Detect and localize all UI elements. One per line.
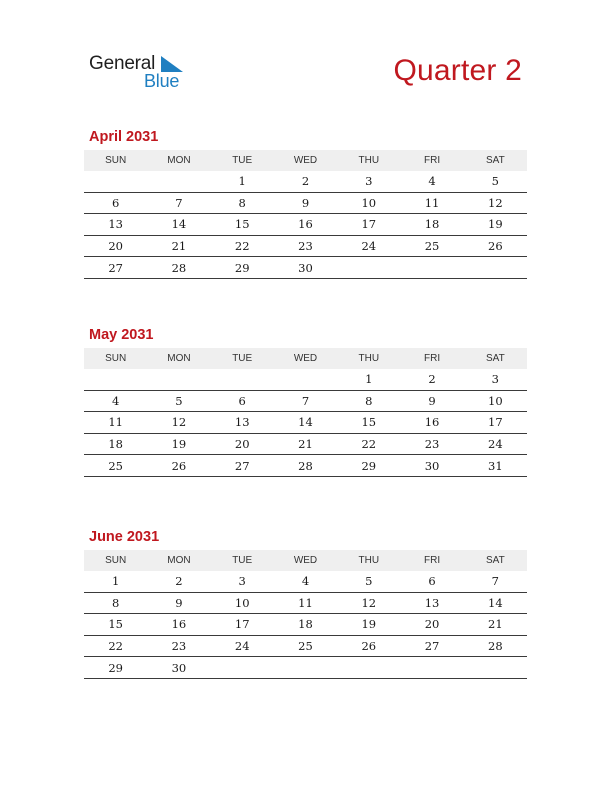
day-cell: 6 bbox=[84, 192, 147, 214]
day-cell: 15 bbox=[84, 614, 147, 636]
logo-text-general: General bbox=[89, 53, 156, 74]
day-cell: 16 bbox=[147, 614, 210, 636]
day-cell: 24 bbox=[211, 635, 274, 657]
week-row bbox=[84, 214, 527, 236]
weekday-label: THU bbox=[337, 348, 400, 369]
empty-day-cell bbox=[147, 369, 210, 390]
empty-day-cell bbox=[274, 657, 337, 679]
week-row bbox=[84, 571, 527, 592]
logo-flag-icon bbox=[161, 56, 183, 72]
weekday-label: WED bbox=[274, 550, 337, 571]
month-june bbox=[84, 529, 527, 679]
day-cell: 4 bbox=[84, 390, 147, 412]
day-cell: 25 bbox=[400, 235, 463, 257]
day-cell: 30 bbox=[400, 455, 463, 477]
day-cell: 30 bbox=[274, 257, 337, 279]
day-cell: 11 bbox=[274, 592, 337, 614]
day-cell: 1 bbox=[337, 369, 400, 390]
empty-day-cell bbox=[337, 257, 400, 279]
week-row bbox=[84, 369, 527, 390]
day-cell: 27 bbox=[400, 635, 463, 657]
day-cell: 19 bbox=[337, 614, 400, 636]
day-cell: 22 bbox=[84, 635, 147, 657]
week-row bbox=[84, 635, 527, 657]
day-cell: 29 bbox=[84, 657, 147, 679]
day-cell: 7 bbox=[274, 390, 337, 412]
day-cell: 9 bbox=[274, 192, 337, 214]
day-cell: 20 bbox=[400, 614, 463, 636]
day-cell: 11 bbox=[84, 412, 147, 434]
day-cell: 30 bbox=[147, 657, 210, 679]
empty-day-cell bbox=[211, 369, 274, 390]
empty-day-cell bbox=[84, 369, 147, 390]
day-cell: 18 bbox=[274, 614, 337, 636]
day-cell: 26 bbox=[147, 455, 210, 477]
day-cell: 28 bbox=[274, 455, 337, 477]
day-cell: 19 bbox=[464, 214, 527, 236]
week-row bbox=[84, 433, 527, 455]
day-cell: 13 bbox=[211, 412, 274, 434]
weekday-header-row bbox=[84, 150, 527, 171]
day-cell: 21 bbox=[274, 433, 337, 455]
day-cell: 7 bbox=[147, 192, 210, 214]
day-cell: 16 bbox=[400, 412, 463, 434]
day-cell: 24 bbox=[337, 235, 400, 257]
week-row bbox=[84, 192, 527, 214]
day-cell: 17 bbox=[464, 412, 527, 434]
day-cell: 21 bbox=[147, 235, 210, 257]
weekday-label: SUN bbox=[84, 550, 147, 571]
day-cell: 12 bbox=[147, 412, 210, 434]
day-cell: 2 bbox=[147, 571, 210, 592]
weekday-label: FRI bbox=[400, 150, 463, 171]
day-cell: 6 bbox=[211, 390, 274, 412]
month-april bbox=[84, 129, 527, 279]
day-cell: 26 bbox=[337, 635, 400, 657]
day-cell: 10 bbox=[337, 192, 400, 214]
day-cell: 9 bbox=[147, 592, 210, 614]
empty-day-cell bbox=[400, 257, 463, 279]
weekday-label: SUN bbox=[84, 150, 147, 171]
day-cell: 11 bbox=[400, 192, 463, 214]
day-cell: 27 bbox=[84, 257, 147, 279]
day-cell: 7 bbox=[464, 571, 527, 592]
weekday-label: FRI bbox=[400, 550, 463, 571]
day-cell: 28 bbox=[147, 257, 210, 279]
day-cell: 26 bbox=[464, 235, 527, 257]
day-cell: 1 bbox=[211, 171, 274, 192]
day-cell: 17 bbox=[337, 214, 400, 236]
day-cell: 8 bbox=[337, 390, 400, 412]
day-cell: 28 bbox=[464, 635, 527, 657]
day-cell: 10 bbox=[464, 390, 527, 412]
day-cell: 18 bbox=[84, 433, 147, 455]
weekday-label: SAT bbox=[464, 150, 527, 171]
weekday-label: MON bbox=[147, 550, 210, 571]
weekday-label: THU bbox=[337, 150, 400, 171]
day-cell: 6 bbox=[400, 571, 463, 592]
day-cell: 21 bbox=[464, 614, 527, 636]
weekday-label: TUE bbox=[211, 348, 274, 369]
day-cell: 14 bbox=[274, 412, 337, 434]
day-cell: 20 bbox=[84, 235, 147, 257]
day-cell: 29 bbox=[211, 257, 274, 279]
day-cell: 14 bbox=[147, 214, 210, 236]
weekday-label: FRI bbox=[400, 348, 463, 369]
day-cell: 2 bbox=[274, 171, 337, 192]
month-calendar-table bbox=[84, 550, 527, 679]
weekday-label: TUE bbox=[211, 550, 274, 571]
weekday-label: WED bbox=[274, 150, 337, 171]
week-row bbox=[84, 455, 527, 477]
day-cell: 23 bbox=[274, 235, 337, 257]
month-calendar-table bbox=[84, 150, 527, 279]
day-cell: 15 bbox=[211, 214, 274, 236]
weekday-label: THU bbox=[337, 550, 400, 571]
empty-day-cell bbox=[147, 171, 210, 192]
day-cell: 5 bbox=[337, 571, 400, 592]
logo-text-blue: Blue bbox=[144, 71, 180, 91]
weekday-label: SUN bbox=[84, 348, 147, 369]
weekday-label: MON bbox=[147, 150, 210, 171]
week-row bbox=[84, 235, 527, 257]
day-cell: 23 bbox=[147, 635, 210, 657]
day-cell: 4 bbox=[274, 571, 337, 592]
day-cell: 14 bbox=[464, 592, 527, 614]
week-row bbox=[84, 171, 527, 192]
weekday-header-row bbox=[84, 348, 527, 369]
week-row bbox=[84, 390, 527, 412]
weekday-label: WED bbox=[274, 348, 337, 369]
week-row bbox=[84, 412, 527, 434]
day-cell: 8 bbox=[84, 592, 147, 614]
day-cell: 15 bbox=[337, 412, 400, 434]
empty-day-cell bbox=[464, 657, 527, 679]
month-title: May 2031 bbox=[89, 327, 154, 343]
day-cell: 23 bbox=[400, 433, 463, 455]
month-may bbox=[84, 327, 527, 477]
day-cell: 5 bbox=[147, 390, 210, 412]
day-cell: 3 bbox=[211, 571, 274, 592]
week-row bbox=[84, 592, 527, 614]
day-cell: 3 bbox=[337, 171, 400, 192]
day-cell: 12 bbox=[464, 192, 527, 214]
quarter-title: Quarter 2 bbox=[393, 54, 522, 87]
day-cell: 3 bbox=[464, 369, 527, 390]
month-calendar-table bbox=[84, 348, 527, 477]
empty-day-cell bbox=[337, 657, 400, 679]
day-cell: 8 bbox=[211, 192, 274, 214]
day-cell: 16 bbox=[274, 214, 337, 236]
empty-day-cell bbox=[274, 369, 337, 390]
day-cell: 18 bbox=[400, 214, 463, 236]
day-cell: 20 bbox=[211, 433, 274, 455]
weekday-label: SAT bbox=[464, 550, 527, 571]
day-cell: 4 bbox=[400, 171, 463, 192]
week-row bbox=[84, 614, 527, 636]
month-title: June 2031 bbox=[89, 529, 160, 545]
weekday-label: MON bbox=[147, 348, 210, 369]
day-cell: 1 bbox=[84, 571, 147, 592]
day-cell: 31 bbox=[464, 455, 527, 477]
day-cell: 10 bbox=[211, 592, 274, 614]
weekday-label: TUE bbox=[211, 150, 274, 171]
day-cell: 24 bbox=[464, 433, 527, 455]
day-cell: 17 bbox=[211, 614, 274, 636]
week-row bbox=[84, 257, 527, 279]
day-cell: 22 bbox=[337, 433, 400, 455]
day-cell: 9 bbox=[400, 390, 463, 412]
empty-day-cell bbox=[211, 657, 274, 679]
weekday-label: SAT bbox=[464, 348, 527, 369]
day-cell: 29 bbox=[337, 455, 400, 477]
day-cell: 27 bbox=[211, 455, 274, 477]
month-title: April 2031 bbox=[89, 129, 159, 145]
day-cell: 22 bbox=[211, 235, 274, 257]
day-cell: 25 bbox=[84, 455, 147, 477]
empty-day-cell bbox=[464, 257, 527, 279]
week-row bbox=[84, 657, 527, 679]
day-cell: 2 bbox=[400, 369, 463, 390]
day-cell: 13 bbox=[84, 214, 147, 236]
empty-day-cell bbox=[84, 171, 147, 192]
weekday-header-row bbox=[84, 550, 527, 571]
empty-day-cell bbox=[400, 657, 463, 679]
day-cell: 13 bbox=[400, 592, 463, 614]
day-cell: 12 bbox=[337, 592, 400, 614]
day-cell: 19 bbox=[147, 433, 210, 455]
day-cell: 25 bbox=[274, 635, 337, 657]
day-cell: 5 bbox=[464, 171, 527, 192]
generalblue-logo bbox=[89, 52, 199, 92]
